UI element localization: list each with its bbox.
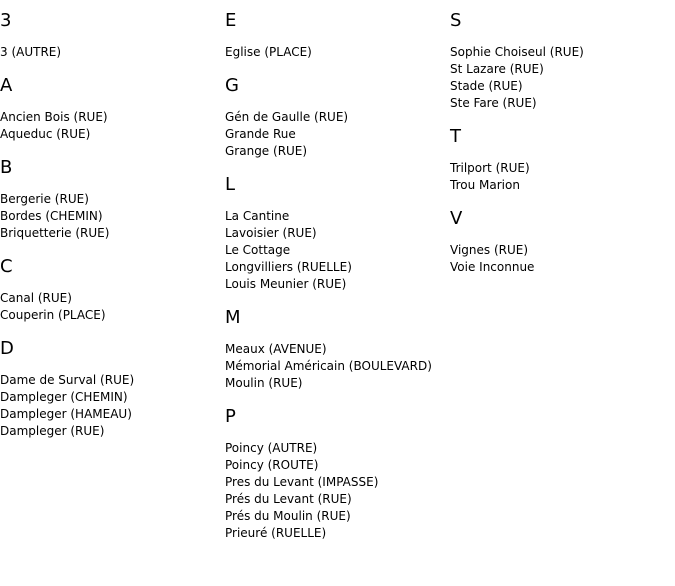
street-link[interactable]: Dame de Surval (RUE) — [0, 373, 135, 387]
index-column-2 — [225, 10, 445, 556]
letter-section — [450, 208, 670, 276]
street-link[interactable]: Couperin (PLACE) — [0, 308, 106, 322]
letter-section — [225, 406, 445, 542]
letter-heading: M — [225, 307, 241, 328]
street-link[interactable]: Louis Meunier (RUE) — [225, 277, 347, 291]
street-link[interactable]: La Cantine — [225, 209, 290, 223]
street-link[interactable]: 3 (AUTRE) — [0, 45, 62, 59]
street-link[interactable]: Prés du Moulin (RUE) — [225, 509, 351, 523]
letter-section — [0, 256, 220, 324]
letter-section — [450, 126, 670, 194]
street-link[interactable]: Prés du Levant (RUE) — [225, 492, 352, 506]
letter-heading: C — [0, 256, 13, 277]
street-link[interactable]: Eglise (PLACE) — [225, 45, 312, 59]
letter-heading: D — [0, 338, 14, 359]
letter-section — [225, 307, 445, 392]
letter-section — [0, 157, 220, 242]
street-link[interactable]: Canal (RUE) — [0, 291, 72, 305]
street-link[interactable]: Gén de Gaulle (RUE) — [225, 110, 349, 124]
street-link[interactable]: Lavoisier (RUE) — [225, 226, 317, 240]
street-link[interactable]: Bergerie (RUE) — [0, 192, 89, 206]
street-link[interactable]: Poincy (ROUTE) — [225, 458, 319, 472]
letter-heading: G — [225, 75, 239, 96]
letter-heading: B — [0, 157, 13, 178]
letter-section — [225, 10, 445, 61]
letter-heading: 3 — [0, 10, 12, 31]
letter-heading: V — [450, 208, 463, 229]
letter-section — [0, 10, 220, 61]
letter-heading: L — [225, 174, 236, 195]
street-link[interactable]: Poincy (AUTRE) — [225, 441, 318, 455]
street-link[interactable]: St Lazare (RUE) — [450, 62, 544, 76]
street-link[interactable]: Bordes (CHEMIN) — [0, 209, 103, 223]
letter-section — [225, 75, 445, 160]
street-link[interactable]: Voie Inconnue — [450, 260, 535, 274]
letter-section — [450, 10, 670, 112]
street-link[interactable]: Dampleger (CHEMIN) — [0, 390, 128, 404]
street-link[interactable]: Dampleger (RUE) — [0, 424, 105, 438]
letter-section — [225, 174, 445, 293]
street-link[interactable]: Meaux (AVENUE) — [225, 342, 327, 356]
street-link[interactable]: Stade (RUE) — [450, 79, 523, 93]
street-link[interactable]: Aqueduc (RUE) — [0, 127, 91, 141]
street-link[interactable]: Ancien Bois (RUE) — [0, 110, 108, 124]
street-link[interactable]: Trilport (RUE) — [450, 161, 530, 175]
street-link[interactable]: Ste Fare (RUE) — [450, 96, 537, 110]
street-link[interactable]: Prieuré (RUELLE) — [225, 526, 327, 540]
index-column-1 — [0, 10, 220, 454]
street-link[interactable]: Sophie Choiseul (RUE) — [450, 45, 584, 59]
street-link[interactable]: Longvilliers (RUELLE) — [225, 260, 352, 274]
letter-section — [0, 75, 220, 143]
letter-heading: T — [450, 126, 461, 147]
street-link[interactable]: Dampleger (HAMEAU) — [0, 407, 132, 421]
street-link[interactable]: Le Cottage — [225, 243, 291, 257]
street-link[interactable]: Mémorial Américain (BOULEVARD) — [225, 359, 432, 373]
letter-section — [0, 338, 220, 440]
street-link[interactable]: Grande Rue — [225, 127, 296, 141]
street-link[interactable]: Pres du Levant (IMPASSE) — [225, 475, 379, 489]
street-link[interactable]: Vignes (RUE) — [450, 243, 529, 257]
index-column-3 — [450, 10, 670, 290]
street-link[interactable]: Moulin (RUE) — [225, 376, 303, 390]
street-link[interactable]: Trou Marion — [450, 178, 520, 192]
letter-heading: P — [225, 406, 236, 427]
letter-heading: A — [0, 75, 13, 96]
letter-heading: E — [225, 10, 237, 31]
street-link[interactable]: Briquetterie (RUE) — [0, 226, 110, 240]
letter-heading: S — [450, 10, 462, 31]
street-link[interactable]: Grange (RUE) — [225, 144, 308, 158]
